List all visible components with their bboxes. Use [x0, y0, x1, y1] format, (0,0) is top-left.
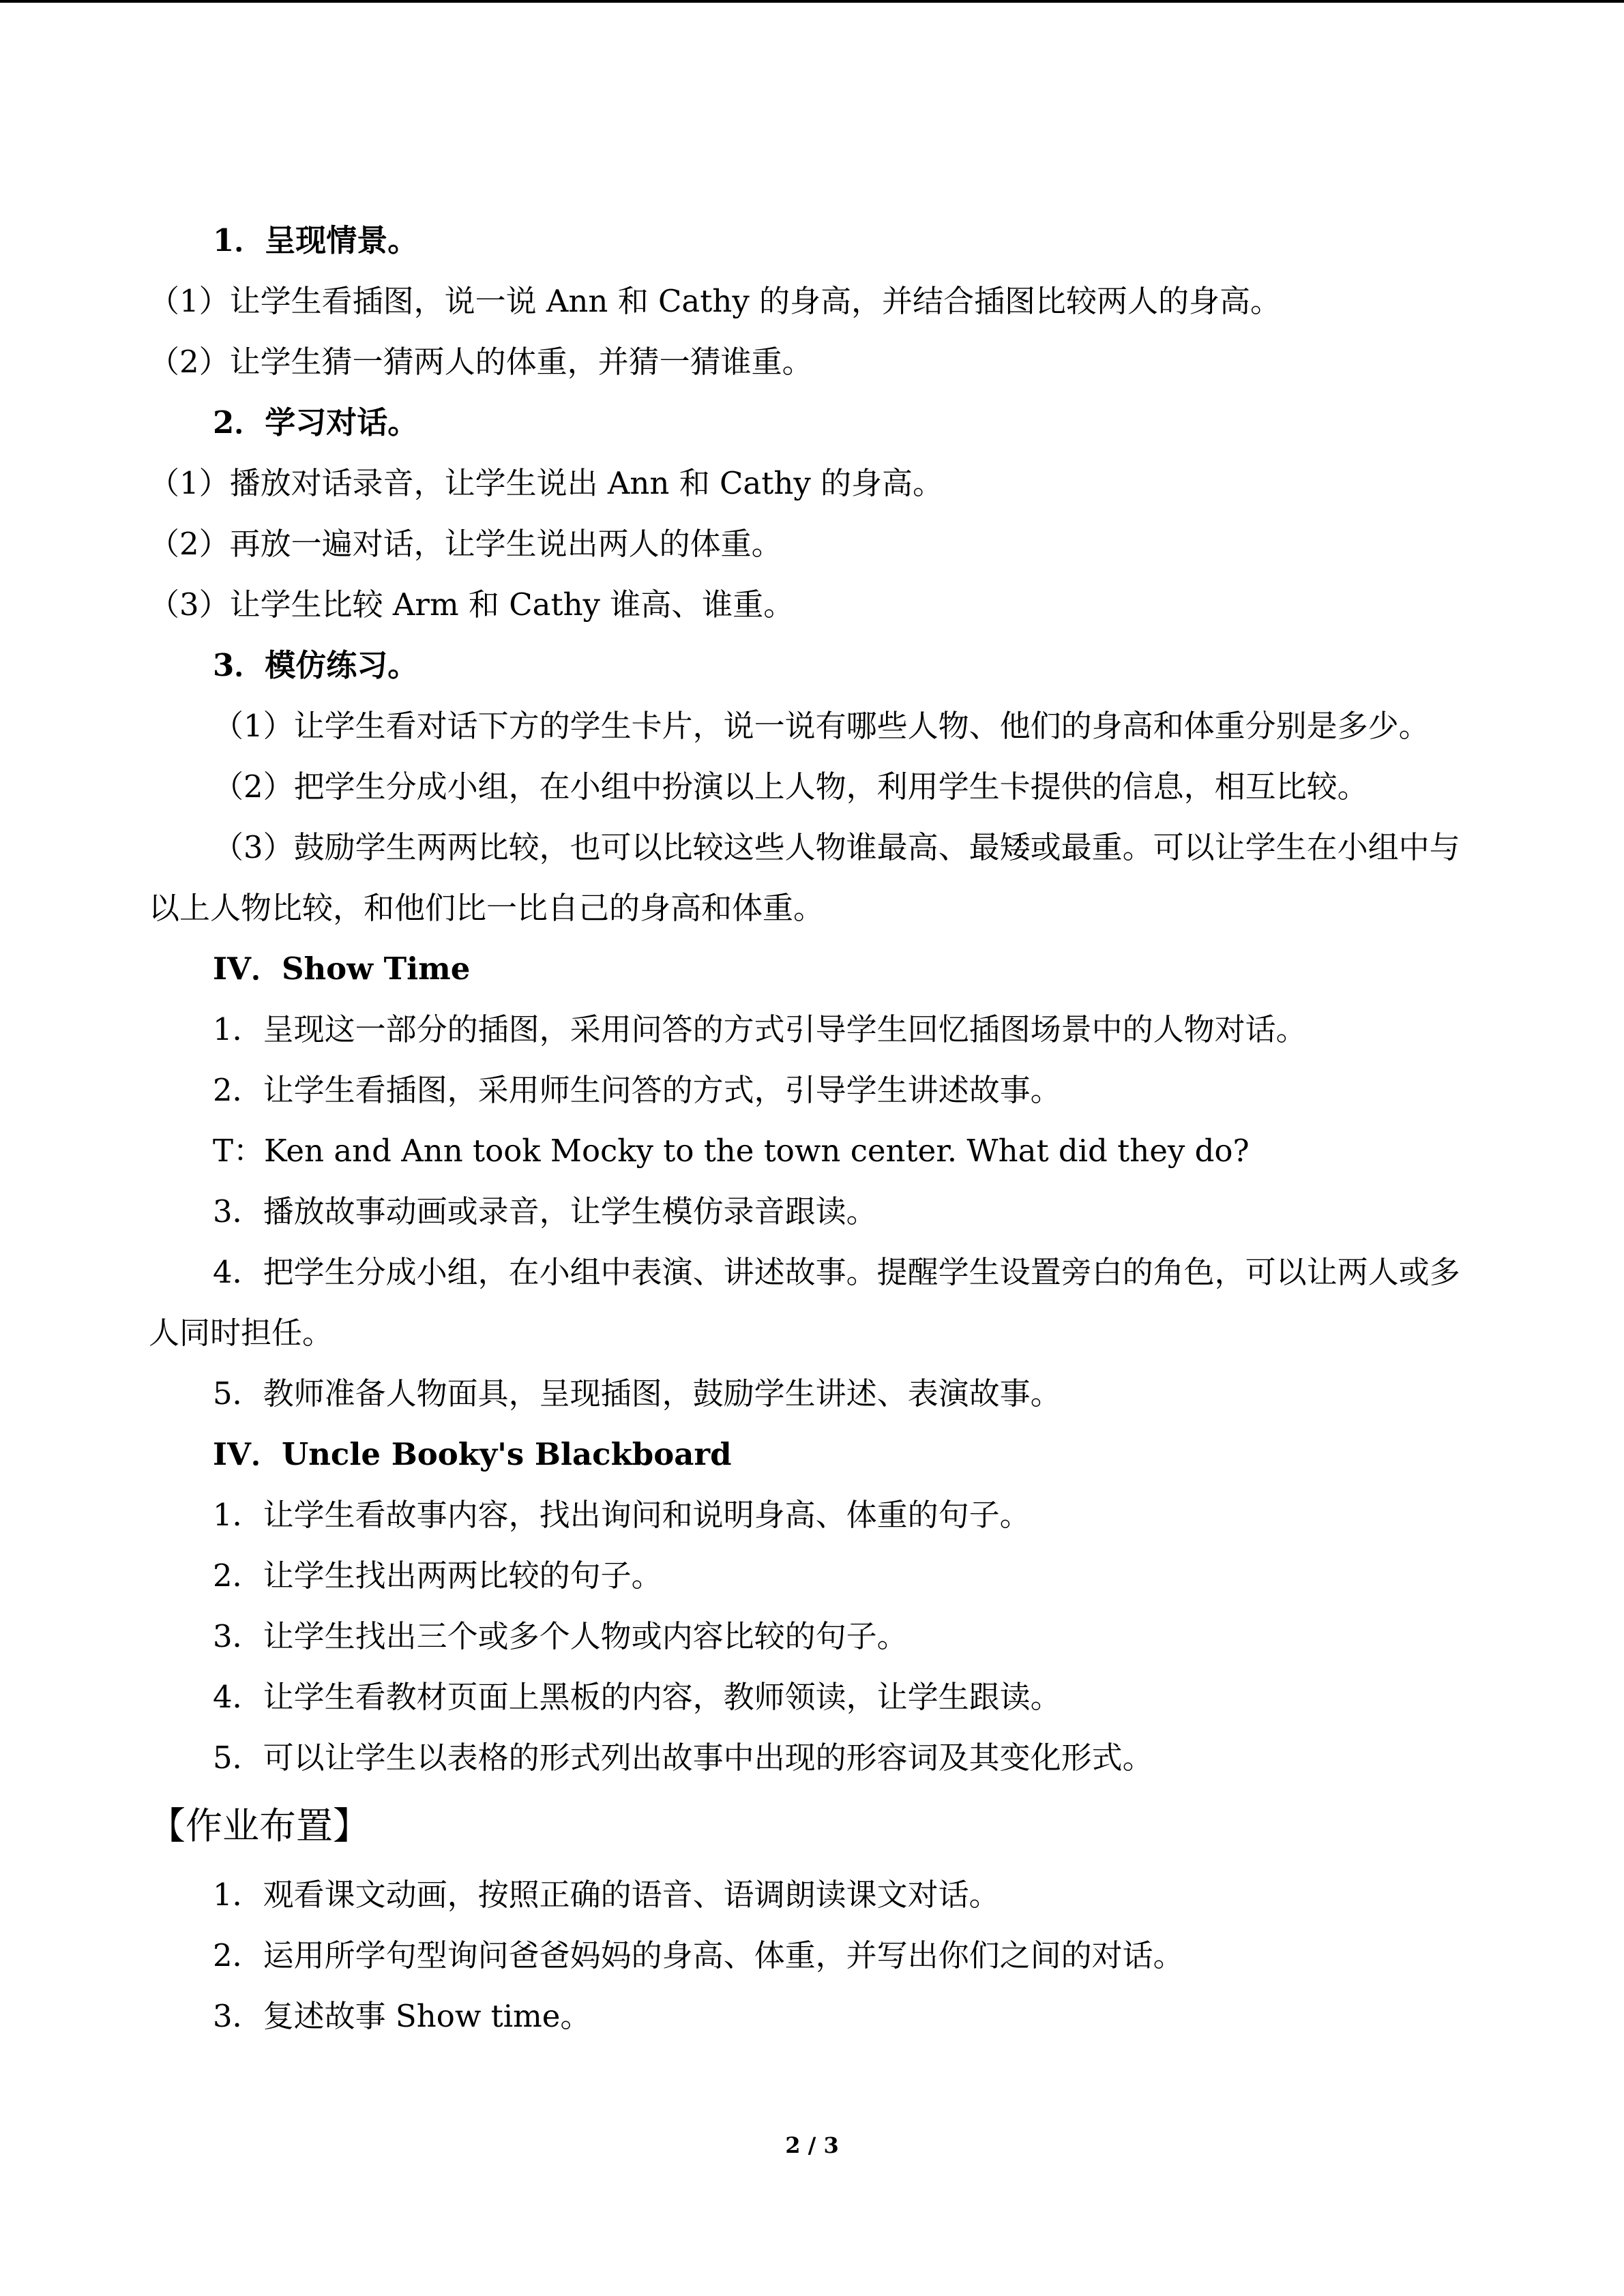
paragraph: 3．复述故事 Show time。: [213, 1998, 591, 2034]
heading-show-time: IV．Show Time: [213, 951, 471, 987]
heading-blackboard: IV．Uncle Booky's Blackboard: [213, 1436, 732, 1472]
heading-learn-dialogue: 2．学习对话。: [213, 404, 419, 441]
paragraph: （2）把学生分成小组，在小组中扮演以上人物，利用学生卡提供的信息，相互比较。: [213, 769, 1368, 805]
top-border: [0, 0, 1624, 3]
document-body: [149, 210, 1476, 2046]
paragraph: 2．让学生找出两两比较的句子。: [213, 1557, 662, 1594]
paragraph: （2）让学生猜一猜两人的体重，并猜一猜谁重。: [149, 344, 813, 380]
paragraph: （1）播放对话录音，让学生说出 Ann 和 Cathy 的身高。: [149, 465, 944, 501]
paragraph: （3）让学生比较 Arm 和 Cathy 谁高、谁重。: [149, 586, 795, 623]
paragraph: 1．呈现这一部分的插图，采用问答的方式引导学生回忆插图场景中的人物对话。: [213, 1011, 1307, 1047]
paragraph: 2．运用所学句型询问爸爸妈妈的身高、体重，并写出你们之间的对话。: [213, 1937, 1184, 1973]
paragraph: 2．让学生看插图，采用师生问答的方式，引导学生讲述故事。: [213, 1072, 1061, 1108]
paragraph: T：Ken and Ann took Mocky to the town center. What did they do?: [213, 1133, 1250, 1169]
paragraph: 5．教师准备人物面具，呈现插图，鼓励学生讲述、表演故事。: [213, 1375, 1061, 1412]
page-number: 2 / 3: [785, 2132, 839, 2158]
paragraph: （3）鼓励学生两两比较，也可以比较这些人物谁最高、最矮或最重。可以让学生在小组中与以上人物比较，和他们比一比自己的身高和体重。: [149, 829, 1460, 926]
paragraph: 3．播放故事动画或录音，让学生模仿录音跟读。: [213, 1193, 877, 1229]
paragraph: 4．把学生分成小组，在小组中表演、讲述故事。提醒学生设置旁白的角色，可以让两人或多人同时担任。: [149, 1254, 1460, 1351]
paragraph: 1．让学生看故事内容，找出询问和说明身高、体重的句子。: [213, 1497, 1031, 1533]
heading-present-scene: 1．呈现情景。: [213, 222, 419, 258]
paragraph: 1．观看课文动画，按照正确的语音、语调朗读课文对话。: [213, 1877, 1000, 1913]
paragraph: （2）再放一遍对话，让学生说出两人的体重。: [149, 526, 782, 562]
paragraph: 3．让学生找出三个或多个人物或内容比较的句子。: [213, 1618, 908, 1654]
heading-imitation-practice: 3．模仿练习。: [213, 647, 419, 683]
paragraph: 4．让学生看教材页面上黑板的内容，教师领读，让学生跟读。: [213, 1679, 1061, 1715]
paragraph: （1）让学生看插图，说一说 Ann 和 Cathy 的身高，并结合插图比较两人的身高。: [149, 283, 1282, 319]
heading-homework: 【作业布置】: [149, 1804, 370, 1847]
paragraph: 5．可以让学生以表格的形式列出故事中出现的形容词及其变化形式。: [213, 1740, 1153, 1776]
paragraph: （1）让学生看对话下方的学生卡片，说一说有哪些人物、他们的身高和体重分别是多少。: [213, 708, 1430, 744]
